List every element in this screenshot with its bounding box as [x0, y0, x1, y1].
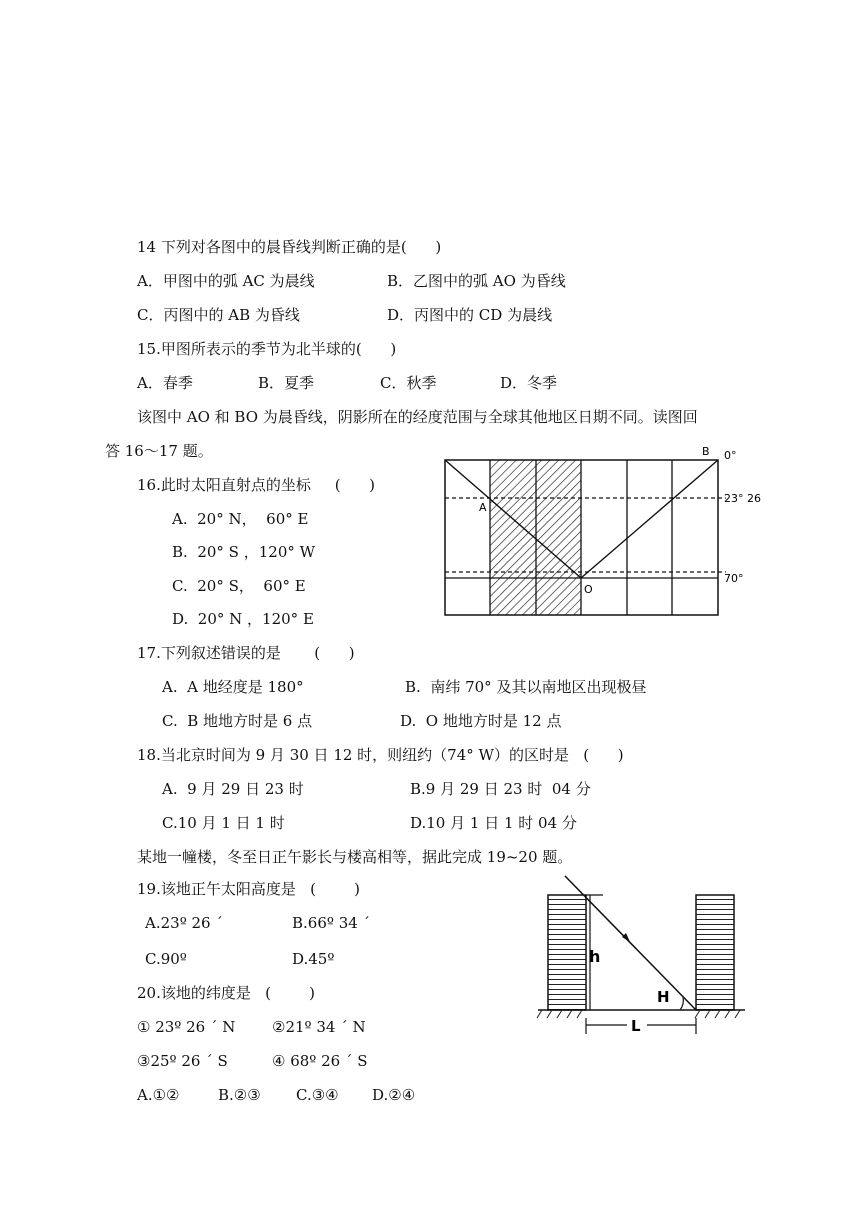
- q18-option-b: B.9 月 29 日 23 时 04 分: [410, 780, 591, 798]
- q14-option-d: D．丙图中的 CD 为晨线: [387, 306, 553, 324]
- q17-stem: 17.下列叙述错误的是 ( ): [137, 644, 355, 662]
- q18-stem: 18.当北京时间为 9 月 30 日 12 时，则纽约（74° W）的区时是 ( ): [137, 746, 624, 764]
- label-a: A: [479, 501, 487, 514]
- right-building: [696, 895, 734, 1010]
- label-L: L: [631, 1017, 641, 1035]
- q19-stem: 19.该地正午太阳高度是 ( ): [137, 880, 361, 898]
- q14-option-a: A．甲图中的弧 AC 为晨线: [137, 272, 315, 290]
- q19-option-a: A.23º 26 ˊ: [145, 914, 223, 932]
- label-o: O: [584, 583, 593, 596]
- q16-option-b: B. 20° S ，120° W: [172, 543, 316, 561]
- sun-ray-arrow: [622, 933, 630, 942]
- q16-option-c: C. 20° S， 60° E: [172, 577, 306, 595]
- q20-option-d: D.②④: [372, 1086, 416, 1104]
- label-b: B: [702, 445, 710, 458]
- q17-option-b: B. 南纬 70° 及其以南地区出现极昼: [405, 678, 647, 696]
- q17-option-d: D. O 地地方时是 12 点: [400, 712, 562, 730]
- q14-stem: 14 下列对各图中的晨昏线判断正确的是( ): [137, 238, 442, 256]
- q18-option-a: A. 9 月 29 日 23 时: [162, 780, 304, 798]
- q20-item-4: ④ 68º 26 ˊ S: [272, 1052, 368, 1070]
- q15-option-d: D．冬季: [500, 374, 558, 392]
- label-70-degree: 70°: [724, 572, 744, 585]
- q18-option-d: D.10 月 1 日 1 时 04 分: [410, 814, 577, 832]
- label-23-26: 23° 26: [724, 492, 761, 505]
- q17-option-c: C. B 地地方时是 6 点: [162, 712, 313, 730]
- q20-option-c: C.③④: [296, 1086, 339, 1104]
- q16-option-d: D. 20° N ，120° E: [172, 610, 314, 628]
- q20-item-2: ②21º 34 ˊ N: [272, 1018, 366, 1036]
- angle-arc: [680, 997, 683, 1010]
- q15-option-a: A．春季: [137, 374, 193, 392]
- intro-16-17-line2: 答 16～17 题。: [105, 442, 213, 460]
- q20-item-3: ③25º 26 ˊ S: [137, 1052, 228, 1070]
- q15-option-b: B．夏季: [258, 374, 315, 392]
- label-H: H: [657, 988, 670, 1006]
- label-0-degree: 0°: [724, 449, 737, 462]
- terminator-line-bo: [581, 460, 718, 578]
- q14-option-c: C．丙图中的 AB 为昏线: [137, 306, 300, 324]
- q19-option-b: B.66º 34 ˊ: [292, 914, 371, 932]
- q16-option-a: A. 20° N， 60° E: [172, 510, 309, 528]
- building-shadow-figure: [535, 872, 750, 1042]
- terminator-grid-figure: [442, 445, 761, 623]
- q19-option-d: D.45º: [292, 950, 335, 968]
- q20-stem: 20.该地的纬度是 ( ): [137, 984, 316, 1002]
- q14-option-b: B．乙图中的弧 AO 为昏线: [387, 272, 566, 290]
- intro-19-20: 某地一幢楼，冬至日正午影长与楼高相等，据此完成 19~20 题。: [137, 848, 573, 866]
- q20-option-a: A.①②: [137, 1086, 180, 1104]
- intro-16-17-line1: 该图中 AO 和 BO 为晨昏线，阴影所在的经度范围与全球其他地区日期不同。读图回: [137, 408, 698, 426]
- q17-option-a: A. A 地经度是 180°: [162, 678, 304, 696]
- q20-item-1: ① 23º 26 ˊ N: [137, 1018, 236, 1036]
- q15-option-c: C．秋季: [380, 374, 437, 392]
- q16-stem: 16.此时太阳直射点的坐标 ( ): [137, 476, 376, 494]
- left-building: [548, 895, 586, 1010]
- q20-option-b: B.②③: [218, 1086, 261, 1104]
- q15-stem: 15.甲图所表示的季节为北半球的( ): [137, 340, 397, 358]
- q18-option-c: C.10 月 1 日 1 时: [162, 814, 285, 832]
- label-h: h: [589, 947, 601, 966]
- q19-option-c: C.90º: [145, 950, 187, 968]
